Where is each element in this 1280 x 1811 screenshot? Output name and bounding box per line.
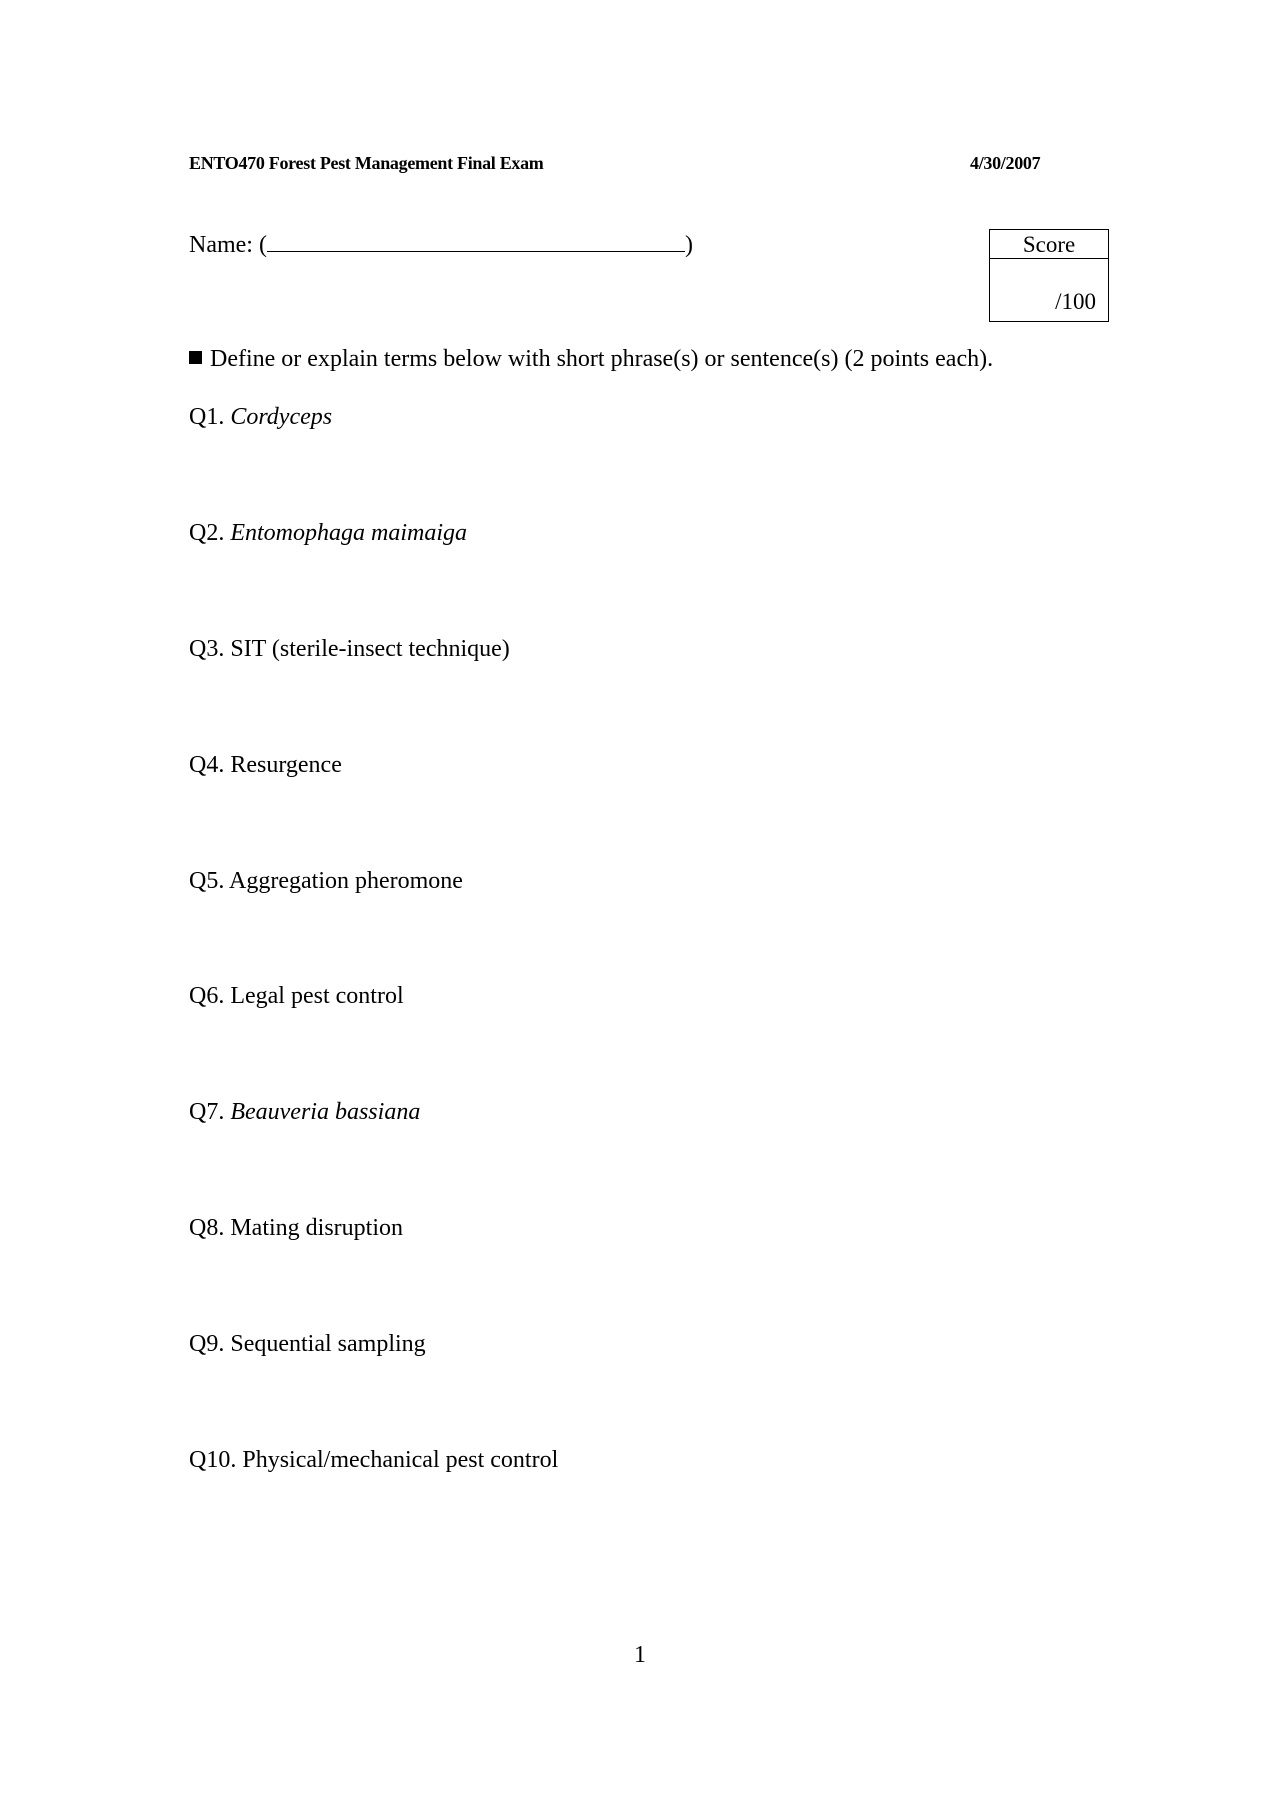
question-term: Aggregation pheromone: [229, 868, 463, 894]
course-title: ENTO470 Forest Pest Management Final Exam: [189, 153, 544, 173]
question-term: Legal pest control: [230, 983, 404, 1009]
name-close-paren: ): [684, 232, 693, 258]
question-number: Q9.: [189, 1331, 225, 1357]
square-bullet-icon: [189, 351, 202, 364]
question-2: [189, 520, 467, 547]
question-1: [189, 404, 332, 431]
question-6: [189, 983, 404, 1010]
name-row: [189, 229, 693, 259]
question-term: Physical/mechanical pest control: [242, 1447, 559, 1473]
question-term: Mating disruption: [230, 1215, 404, 1241]
question-term: Beauveria bassiana: [230, 1099, 421, 1125]
question-term: SIT (sterile-insect technique): [230, 636, 510, 662]
question-3: [189, 636, 510, 663]
question-term: Cordyceps: [230, 404, 333, 430]
instruction-text: Define or explain terms below with short phrase(s) or sentence(s) (2 points each).: [210, 346, 994, 372]
question-number: Q8.: [189, 1215, 225, 1241]
instruction: [189, 346, 993, 373]
question-8: [189, 1215, 403, 1242]
question-number: Q6.: [189, 983, 225, 1009]
question-number: Q7.: [189, 1099, 225, 1125]
question-number: Q1.: [189, 404, 225, 430]
name-label: Name:: [189, 232, 253, 258]
question-term: Sequential sampling: [230, 1331, 426, 1357]
question-5: [189, 868, 463, 895]
question-number: Q4.: [189, 752, 225, 778]
exam-date: 4/30/2007: [970, 153, 1041, 173]
question-4: [189, 752, 342, 779]
question-number: Q10.: [189, 1447, 237, 1473]
score-total: /100: [1055, 289, 1096, 314]
question-term: Entomophaga maimaiga: [230, 520, 468, 546]
question-number: Q5.: [189, 868, 225, 894]
page-number: 1: [634, 1642, 646, 1668]
score-label: Score: [990, 230, 1108, 259]
name-blank-line[interactable]: [267, 229, 685, 252]
question-term: Resurgence: [230, 752, 342, 778]
name-open-paren: (: [258, 232, 267, 258]
question-number: Q2.: [189, 520, 225, 546]
question-7: [189, 1099, 420, 1126]
question-number: Q3.: [189, 636, 225, 662]
score-box: [989, 229, 1109, 322]
question-10: [189, 1447, 558, 1474]
question-9: [189, 1331, 426, 1358]
